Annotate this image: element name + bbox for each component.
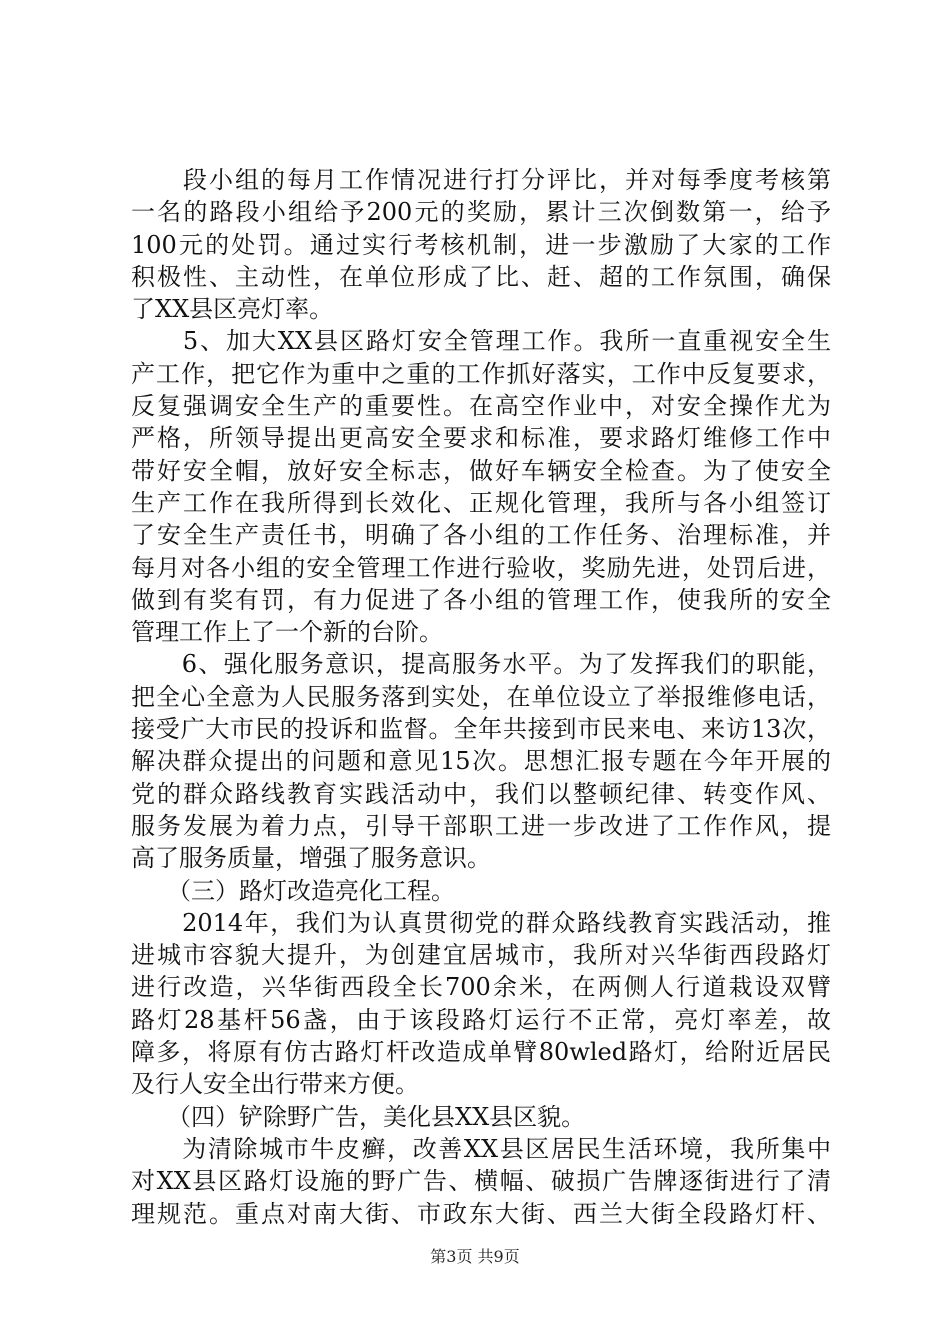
text-line: 接受广大市民的投诉和监督。全年共接到市民来电、来访13次， [131, 715, 831, 744]
text-line: 反复强调安全生产的重要性。在高空作业中，对安全操作尤为 [131, 392, 831, 421]
text-line: 2014年，我们为认真贯彻党的群众路线教育实践活动，推 [131, 908, 831, 937]
text-line: 服务发展为着力点，引导干部职工进一步改进了工作作风，提 [131, 811, 831, 840]
text-line: 进城市容貌大提升，为创建宜居城市，我所对兴华街西段路灯 [131, 941, 831, 970]
text-line: 积极性、主动性，在单位形成了比、赶、超的工作氛围，确保 [131, 262, 831, 291]
text-line: （四）铲除野广告，美化县XX县区貌。 [131, 1102, 586, 1131]
text-line: 5、加大XX县区路灯安全管理工作。我所一直重视安全生 [131, 327, 831, 356]
text-line: （三）路灯改造亮化工程。 [131, 876, 455, 905]
text-line: 带好安全帽，放好安全标志，做好车辆安全检查。为了使安全 [131, 456, 831, 485]
text-line: 党的群众路线教育实践活动中，我们以整顿纪律、转变作风、 [131, 779, 831, 808]
page-footer: 第3页 共9页 [430, 1247, 520, 1266]
text-line: 了安全生产责任书，明确了各小组的工作任务、治理标准，并 [131, 521, 831, 550]
text-line: 100元的处罚。通过实行考核机制，进一步激励了大家的工作 [131, 230, 831, 259]
text-line: 生产工作在我所得到长效化、正规化管理，我所与各小组签订 [131, 488, 831, 517]
text-line: 产工作，把它作为重中之重的工作抓好落实，工作中反复要求， [131, 359, 831, 388]
body-text [131, 164, 831, 1230]
text-line: 为清除城市牛皮癣，改善XX县区居民生活环境，我所集中 [131, 1134, 831, 1163]
text-line: 障多，将原有仿古路灯杆改造成单臂80wled路灯，给附近居民 [131, 1038, 831, 1067]
text-line: 了XX县区亮灯率。 [131, 295, 334, 324]
text-line: 及行人安全出行带来方便。 [131, 1070, 419, 1099]
text-line: 路灯28基杆56盏，由于该段路灯运行不正常，亮灯率差，故 [131, 1005, 831, 1034]
text-line: 一名的路段小组给予200元的奖励，累计三次倒数第一，给予 [131, 198, 831, 227]
text-line: 解决群众提出的问题和意见15次。思想汇报专题在今年开展的 [131, 747, 831, 776]
text-line: 理规范。重点对南大街、市政东大街、西兰大街全段路灯杆、 [131, 1199, 831, 1228]
text-line: 高了服务质量，增强了服务意识。 [131, 844, 491, 873]
text-line: 把全心全意为人民服务落到实处，在单位设立了举报维修电话， [131, 682, 831, 711]
text-line: 进行改造，兴华街西段全长700余米，在两侧人行道栽设双臂 [131, 973, 831, 1002]
text-line: 管理工作上了一个新的台阶。 [131, 618, 443, 647]
text-line: 段小组的每月工作情况进行打分评比，并对每季度考核第 [131, 166, 831, 194]
text-line: 对XX县区路灯设施的野广告、横幅、破损广告牌逐街进行了清 [131, 1167, 831, 1196]
text-line: 6、强化服务意识，提高服务水平。为了发挥我们的职能， [131, 650, 831, 679]
text-line: 严格，所领导提出更高安全要求和标准，要求路灯维修工作中 [131, 424, 831, 453]
text-line: 做到有奖有罚，有力促进了各小组的管理工作，使我所的安全 [131, 585, 831, 614]
text-line: 每月对各小组的安全管理工作进行验收，奖励先进，处罚后进， [131, 553, 831, 582]
